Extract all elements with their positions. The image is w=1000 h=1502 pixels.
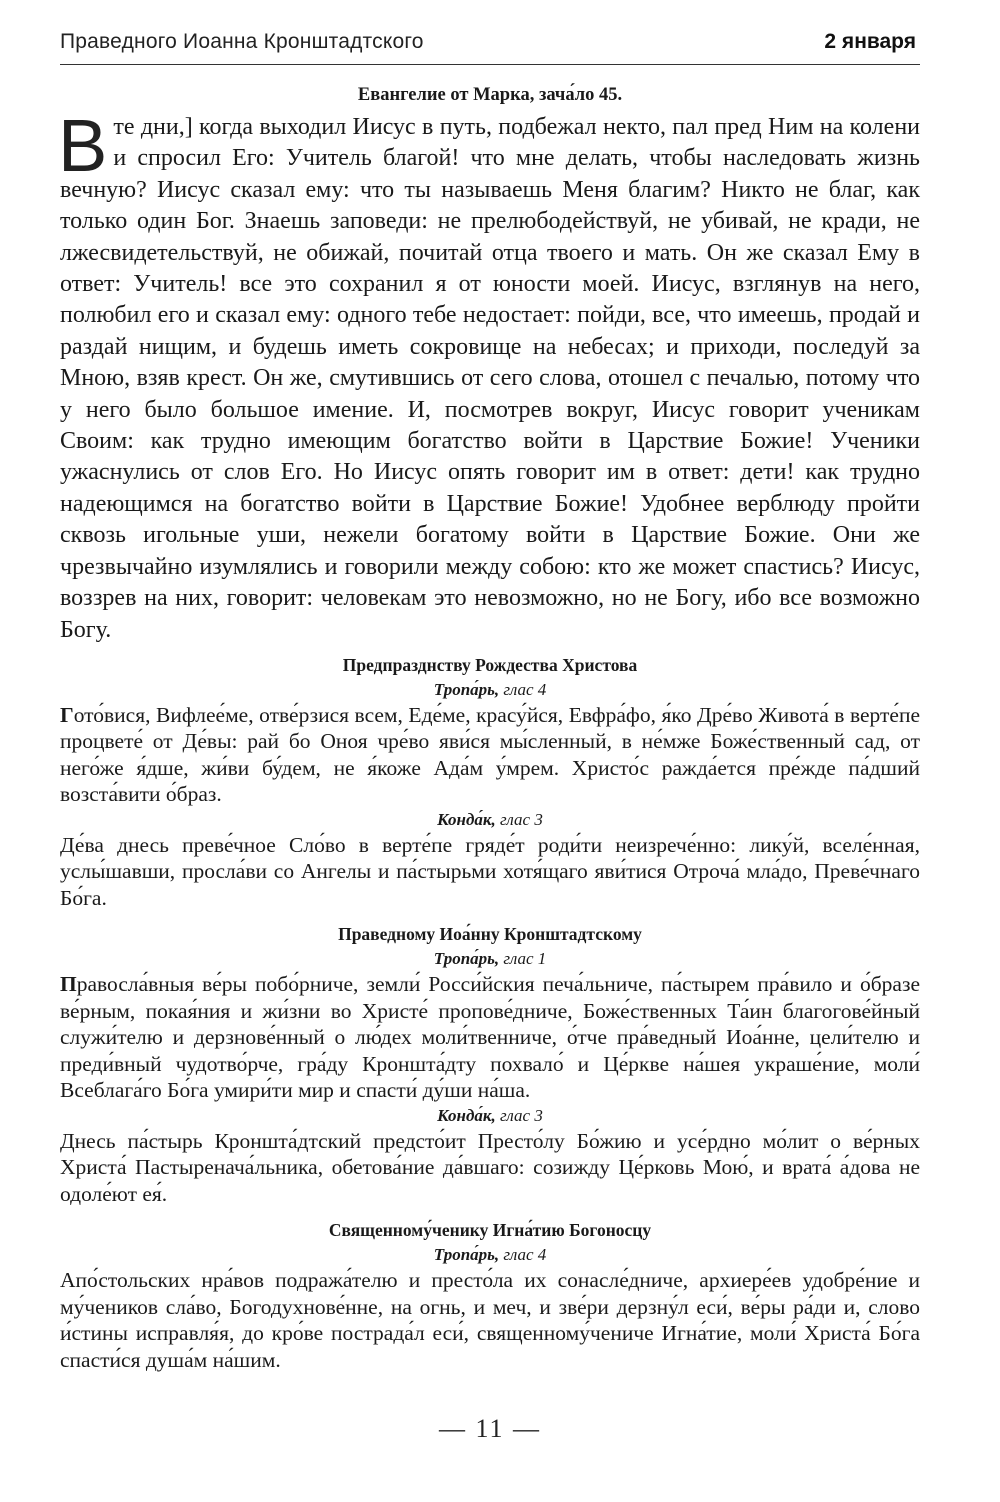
gospel-body: те дни,] когда выходил Иисус в путь, подбежал некто, пал пред Ним на колени и спросил Его: Учитель благой! что мне делать, чтобы наследовать жизнь вечную? Иисус сказал ему: что ты называешь Меня благим? Никто не благ, как только один Бог. Знаешь заповеди: не прелюбодействуй, не убивай, не кради, не лжесвидетельствуй, не обижай, почитай отца твоего и мать. Он же сказал Ему в ответ: Учитель! все это сохранил я от юности моей. Иисус, взглянув на него, полюбил его и сказал ему: одного тебе недостает: пойди, все, что имеешь, продай и раздай нищим, и будешь иметь сокровище на небесах; и приходи, последуй за Мною, взяв крест. Он же, смутившись от сего слова, отошел с печалью, потому что у него было большое имение. И, посмотрев вокруг, Иисус говорит ученикам Своим: как трудно имеющим богатство войти в Царствие Божие! Ученики ужаснулись от слов Его. Но Иисус опять говорит им в ответ: дети! как трудно надеющимся на богатство войти в Царствие Божие! Удобнее верблюду пройти сквозь игольные уши, нежели богатому войти в Царствие Божие. Они же чрезвычайно изумлялись и говорили между собою: кто же может спастись? Иисус, воззрев на них, говорит: человекам это невозможно, но не Богу, ибо все возможно Богу. xyxy=(60,114,920,643)
hymn-text-kontakion xyxy=(60,832,920,912)
hymn-label-kind: Тропа́рь, xyxy=(433,679,500,699)
hymn-body: Днесь па́стырь Кроншта́дтский предсто́ит Престо́лу Бо́жию и усе́рдно мо́лит о ве́рных Христа́ Пастыренача́льника, обетова́ние да́вшаго: созижду Це́рковь Мою́, и врата́ а́дова не одоле́ют ея́. xyxy=(60,1128,920,1206)
hymn-body: Апо́стольских нра́вов подража́телю и престо́ла их сонасле́дниче, архиере́ев удобре́ние и му́чеников сла́во, Богодухнове́нне, на огнь, и меч, и зве́ри дерзну́л еси́, ве́ры ра́ди и, слово и́стины исправля́я, до кро́ве пострада́л еси́, священному́чениче Игна́тие, моли́ Христа́ Бо́га спасти́ся душа́м на́шим. xyxy=(60,1268,920,1372)
hymn-label-troparion xyxy=(60,947,920,971)
header-date: 2 января xyxy=(824,30,916,53)
hymn-label-tone: глас 1 xyxy=(499,949,547,969)
hymn-text-kontakion xyxy=(60,1128,920,1208)
hymn-text-troparion xyxy=(60,1267,920,1373)
running-header xyxy=(60,24,920,65)
hymn-body: ото́вися, Вифлее́ме, отве́рзися всем, Еде́ме, красу́йся, Евфра́фо, я́ко Дре́во Живота́ в верте́пе процвете́ от Де́вы: рай бо Оноя чре́во яви́ся мы́сленный, в не́мже Боже́ственный сад, от него́же я́дше, жи́ви бу́дем, не я́коже Ада́м у́мрем. Христо́с ражда́ется пре́жде па́дший возста́вити о́браз. xyxy=(60,702,920,807)
hymn-label-kind: Конда́к, xyxy=(437,1105,496,1125)
hymn-label-troparion xyxy=(60,678,920,702)
gospel-title: Евангелие от Марка, зача́ло 45. xyxy=(357,85,623,105)
section-title: Предпразднству Рождества Христова xyxy=(342,654,638,675)
hymn-body: Де́ва днесь преве́чное Сло́во в верте́пе гряде́т роди́ти неизрече́нно: лику́й, вселе́нная, услы́шавши, просла́ви со Ангелы и па́стырьми хотя́щаго яви́тися Отроча́ мла́до, Преве́чнаго Бо́га. xyxy=(60,832,920,910)
page-number: — 11 — xyxy=(438,1414,542,1443)
section-ignatius xyxy=(60,1217,920,1373)
page-content xyxy=(60,80,920,1373)
hymn-text-troparion xyxy=(60,971,920,1104)
hymn-label-troparion xyxy=(60,1243,920,1267)
hymn-initial: П xyxy=(60,972,77,997)
section-title: Праведному Иоа́нну Кронштадтскому xyxy=(338,924,642,945)
hymn-label-tone: глас 4 xyxy=(499,1245,547,1265)
section-title: Священному́ченику Игна́тию Богоносцу xyxy=(328,1220,652,1241)
hymn-label-kontakion xyxy=(60,808,920,832)
gospel-text xyxy=(58,104,920,646)
drop-cap: В xyxy=(58,104,108,187)
header-book-title: Праведного Иоанна Кронштадтского xyxy=(60,30,424,53)
hymn-initial: Г xyxy=(60,702,74,727)
hymn-label-kind: Тропа́рь, xyxy=(433,1245,500,1265)
hymn-text-troparion xyxy=(60,702,920,808)
hymn-label-kind: Конда́к, xyxy=(437,809,496,829)
section-nativity-forefeast xyxy=(60,652,920,912)
hymn-label-tone: глас 3 xyxy=(495,809,543,829)
hymn-label-kind: Тропа́рь, xyxy=(433,949,500,969)
hymn-label-tone: глас 3 xyxy=(495,1105,543,1125)
hymn-label-kontakion xyxy=(60,1104,920,1128)
hymn-label-tone: глас 4 xyxy=(499,679,547,699)
section-john-kronstadt xyxy=(60,921,920,1207)
hymn-body: равосла́вныя ве́ры побо́рниче, земли́ Росси́йския печа́льниче, па́стырем пра́вило и о́бразе ве́рным, покая́ния и жи́зни во Христе́ пропове́дниче, Боже́ственных Та́ин благогове́йный служи́телю и дерзнове́нный о лю́дех моли́твенниче, о́тче пра́ведный Иоа́нне, цели́телю и преди́вный чудотво́рче, гра́ду Кроншта́дту похвало́ и Це́ркве на́шея украше́ние, моли́ Всеблага́го Бо́га умири́ти мир и спасти́ ду́ши на́ша. xyxy=(60,972,920,1103)
